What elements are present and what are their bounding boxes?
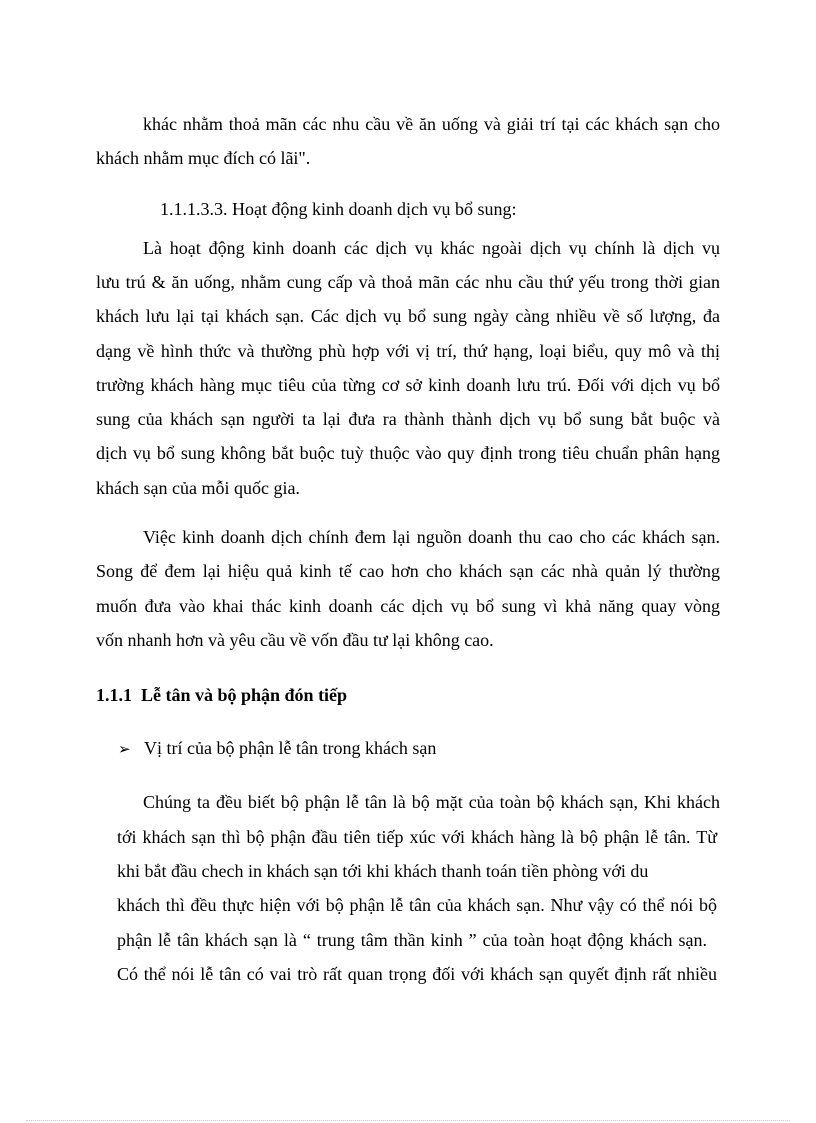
text-line: tới khách sạn thì bộ phận đầu tiên tiếp xúc với khách hàng là bộ phận lễ tân. Từ <box>117 827 717 847</box>
text-line: khách thì đều thực hiện với bộ phận lễ tân của khách sạn. Như vậy có thể nói bộ <box>117 895 717 915</box>
text-line: phận lễ tân khách sạn là “ trung tâm thần kinh ” của toàn hoạt động khách sạn. <box>117 930 707 950</box>
text-line: khách sạn của mỗi quốc gia. <box>96 478 300 498</box>
text-line: muốn đưa vào khai thác kinh doanh các dịch vụ bổ sung vì khả năng quay vòng <box>96 596 720 616</box>
text-line: vốn nhanh hơn và yêu cầu về vốn đầu tư lại không cao. <box>96 630 494 650</box>
text-line: khác nhằm thoả mãn các nhu cầu về ăn uống và giải trí tại các khách sạn cho <box>143 114 720 134</box>
text-line: dịch vụ bổ sung không bắt buộc tuỳ thuộc vào quy định trong tiêu chuẩn phân hạng <box>96 443 720 463</box>
section-number: 1.1.1 <box>96 685 132 705</box>
text-line: lưu trú & ăn uống, nhằm cung cấp và thoả mãn các nhu cầu thứ yếu trong thời gian <box>96 272 720 292</box>
bullet-text: Vị trí của bộ phận lễ tân trong khách sạn <box>144 738 437 758</box>
text-line: Là hoạt động kinh doanh các dịch vụ khác ngoài dịch vụ chính là dịch vụ <box>143 238 720 258</box>
arrow-bullet-icon: ➢ <box>118 742 131 758</box>
text-line: khách nhằm mục đích có lãi". <box>96 148 311 168</box>
subsection-heading: 1.1.1.3.3. Hoạt động kinh doanh dịch vụ bổ sung: <box>160 199 517 219</box>
text-line: Việc kinh doanh dịch chính đem lại nguồn doanh thu cao cho các khách sạn. <box>143 527 720 547</box>
text-line: Chúng ta đều biết bộ phận lễ tân là bộ mặt của toàn bộ khách sạn, Khi khách <box>143 792 720 812</box>
text-line: sung của khách sạn người ta lại đưa ra thành thành dịch vụ bổ sung bắt buộc và <box>96 409 720 429</box>
text-line: khách lưu lại tại khách sạn. Các dịch vụ bổ sung ngày càng nhiều về số lượng, đa <box>96 306 720 326</box>
section-heading <box>96 684 720 706</box>
text-line: Song để đem lại hiệu quả kinh tế cao hơn cho khách sạn các nhà quản lý thường <box>96 561 720 581</box>
section-title: Lễ tân và bộ phận đón tiếp <box>141 685 348 705</box>
page-bottom-rule <box>26 1120 790 1121</box>
text-line: khi bắt đầu chech in khách sạn tới khi khách thanh toán tiền phòng với du <box>117 861 649 881</box>
text-line: trường khách hàng mục tiêu của từng cơ sở kinh doanh lưu trú. Đối với dịch vụ bổ <box>96 375 720 395</box>
text-line: Có thể nói lễ tân có vai trò rất quan trọng đối với khách sạn quyết định rất nhiều <box>117 964 717 984</box>
text-line: dạng về hình thức và thường phù hợp với vị trí, thứ hạng, loại biểu, quy mô và thị <box>96 341 720 361</box>
bullet-item <box>118 737 742 761</box>
